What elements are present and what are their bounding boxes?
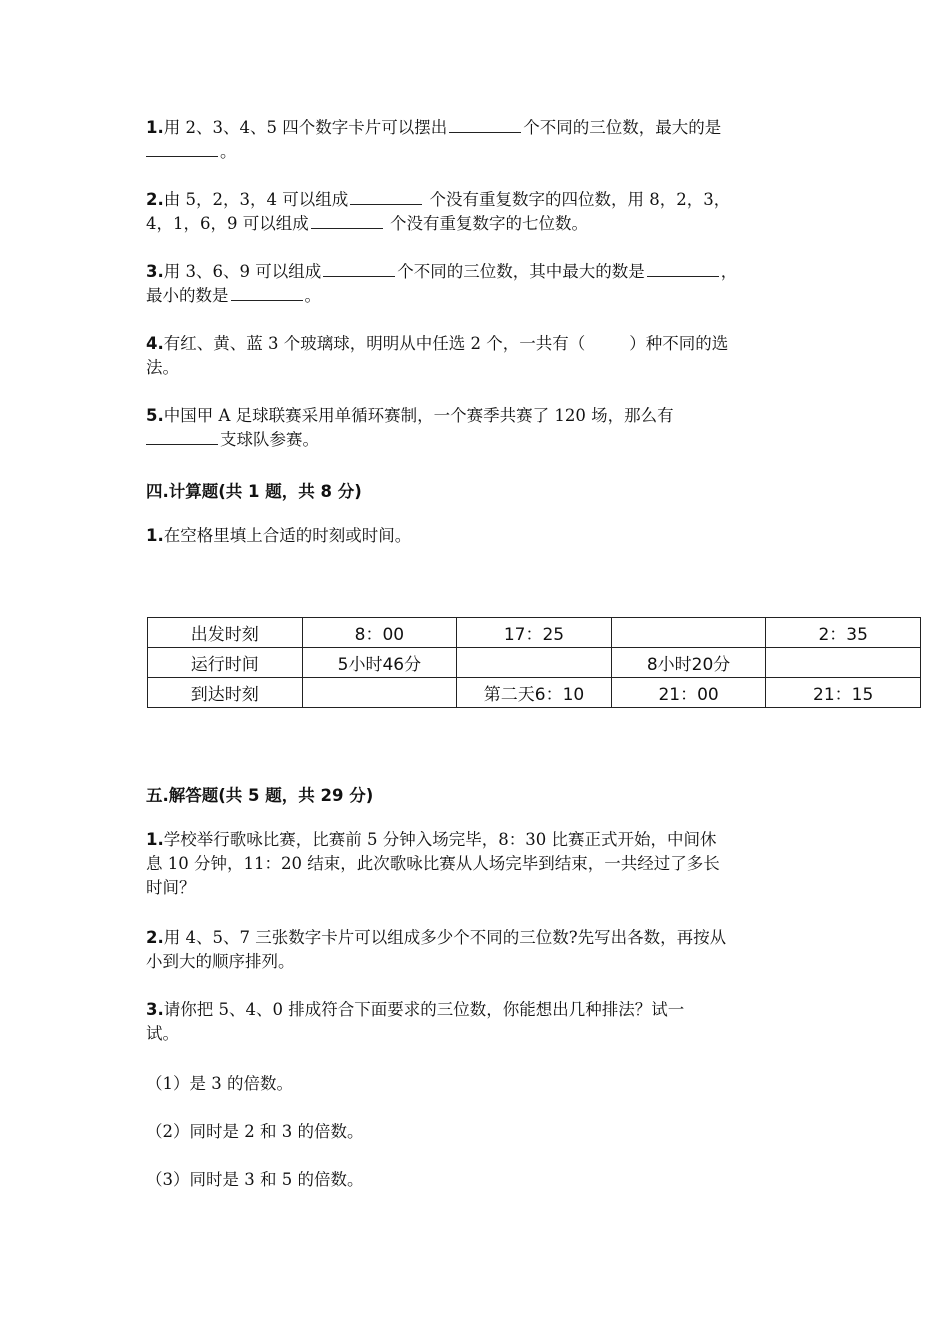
answer-blank[interactable] bbox=[146, 142, 218, 157]
question-text: ， bbox=[720, 262, 738, 281]
answer-blank[interactable] bbox=[146, 430, 218, 445]
table-cell[interactable] bbox=[302, 678, 457, 708]
section-5-heading: 五.解答题(共 5 题，共 29 分) bbox=[146, 786, 374, 805]
question-text: 试。 bbox=[146, 1024, 179, 1043]
question-text: 支球队参赛。 bbox=[220, 430, 319, 449]
calc-question-1 bbox=[146, 524, 816, 548]
question-text: 个没有重复数字的七位数。 bbox=[390, 214, 588, 233]
question-number: 2. bbox=[146, 190, 164, 209]
answer-question-2 bbox=[146, 926, 816, 974]
table-row bbox=[148, 648, 921, 678]
answer-question-1 bbox=[146, 828, 816, 900]
table-row bbox=[148, 618, 921, 648]
table-cell: 17：25 bbox=[457, 618, 612, 648]
answer-question-3 bbox=[146, 998, 816, 1046]
question-number: 3. bbox=[146, 1000, 164, 1019]
answer-blank[interactable] bbox=[311, 214, 383, 229]
question-number: 3. bbox=[146, 262, 164, 281]
question-text: 用 4、5、7 三张数字卡片可以组成多少个不同的三位数?先写出各数，再按从 bbox=[163, 928, 727, 947]
question-number: 1. bbox=[146, 830, 164, 849]
question-text: 最小的数是 bbox=[146, 286, 229, 305]
fill-question-3 bbox=[146, 260, 816, 308]
table-cell: 第二天6：10 bbox=[457, 678, 612, 708]
answer-blank[interactable] bbox=[231, 286, 303, 301]
question-text: 用 3、6、9 可以组成 bbox=[163, 262, 322, 281]
fill-question-1 bbox=[146, 116, 816, 164]
fill-question-5 bbox=[146, 404, 816, 452]
table-cell: 21：15 bbox=[766, 678, 921, 708]
fill-question-4 bbox=[146, 332, 816, 380]
question-text: 。 bbox=[220, 142, 237, 161]
question-text: 在空格里填上合适的时刻或时间。 bbox=[163, 526, 412, 545]
question-text: 有红、黄、蓝 3 个玻璃球，明明从中任选 2 个，一共有（ bbox=[163, 334, 586, 353]
question-text: 学校举行歌咏比赛，比赛前 5 分钟入场完毕，8：30 比赛正式开始，中间休 bbox=[163, 830, 717, 849]
table-cell[interactable] bbox=[766, 648, 921, 678]
question-text: 。 bbox=[304, 286, 321, 305]
time-table bbox=[147, 617, 921, 708]
section-4-heading: 四.计算题(共 1 题，共 8 分) bbox=[146, 482, 362, 501]
question-text: 个不同的三位数，最大的是 bbox=[523, 118, 722, 137]
question-text: 时间？ bbox=[146, 878, 196, 897]
table-cell: 21：00 bbox=[611, 678, 766, 708]
question-text: 法。 bbox=[146, 358, 179, 377]
question-text: 由 5，2，3，4 可以组成 bbox=[163, 190, 349, 209]
table-cell: 5小时46分 bbox=[302, 648, 457, 678]
table-cell[interactable] bbox=[457, 648, 612, 678]
question-number: 2. bbox=[146, 928, 164, 947]
question-number: 5. bbox=[146, 406, 164, 425]
question-text: 小到大的顺序排列。 bbox=[146, 952, 295, 971]
sub-question-1: （1）是 3 的倍数。 bbox=[146, 1074, 293, 1093]
question-number: 1. bbox=[146, 526, 164, 545]
question-text: 中国甲 A 足球联赛采用单循环赛制，一个赛季共赛了 120 场，那么有 bbox=[163, 406, 674, 425]
table-cell: 2：35 bbox=[766, 618, 921, 648]
answer-blank[interactable] bbox=[449, 118, 521, 133]
sub-question-3: （3）同时是 3 和 5 的倍数。 bbox=[146, 1170, 364, 1189]
table-cell[interactable] bbox=[611, 618, 766, 648]
question-text: 4，1，6，9 可以组成 bbox=[146, 214, 309, 233]
table-cell: 出发时刻 bbox=[148, 618, 303, 648]
table-cell: 8：00 bbox=[302, 618, 457, 648]
sub-question-2: （2）同时是 2 和 3 的倍数。 bbox=[146, 1122, 364, 1141]
answer-blank[interactable] bbox=[647, 262, 719, 277]
question-number: 4. bbox=[146, 334, 164, 353]
table-cell: 运行时间 bbox=[148, 648, 303, 678]
table-row bbox=[148, 678, 921, 708]
question-text: 用 2、3、4、5 四个数字卡片可以摆出 bbox=[163, 118, 448, 137]
table-cell: 到达时刻 bbox=[148, 678, 303, 708]
question-text: 个没有重复数字的四位数，用 8，2，3， bbox=[429, 190, 731, 209]
answer-blank[interactable] bbox=[350, 190, 422, 205]
question-text: 请你把 5、4、0 排成符合下面要求的三位数，你能想出几种排法？试一 bbox=[163, 1000, 685, 1019]
question-text: 息 10 分钟，11：20 结束，此次歌咏比赛从人场完毕到结束，一共经过了多长 bbox=[146, 854, 720, 873]
question-number: 1. bbox=[146, 118, 164, 137]
table-cell: 8小时20分 bbox=[611, 648, 766, 678]
fill-question-2 bbox=[146, 188, 816, 236]
question-text: ）种不同的选 bbox=[629, 334, 729, 353]
question-text: 个不同的三位数，其中最大的数是 bbox=[397, 262, 645, 281]
answer-blank[interactable] bbox=[323, 262, 395, 277]
